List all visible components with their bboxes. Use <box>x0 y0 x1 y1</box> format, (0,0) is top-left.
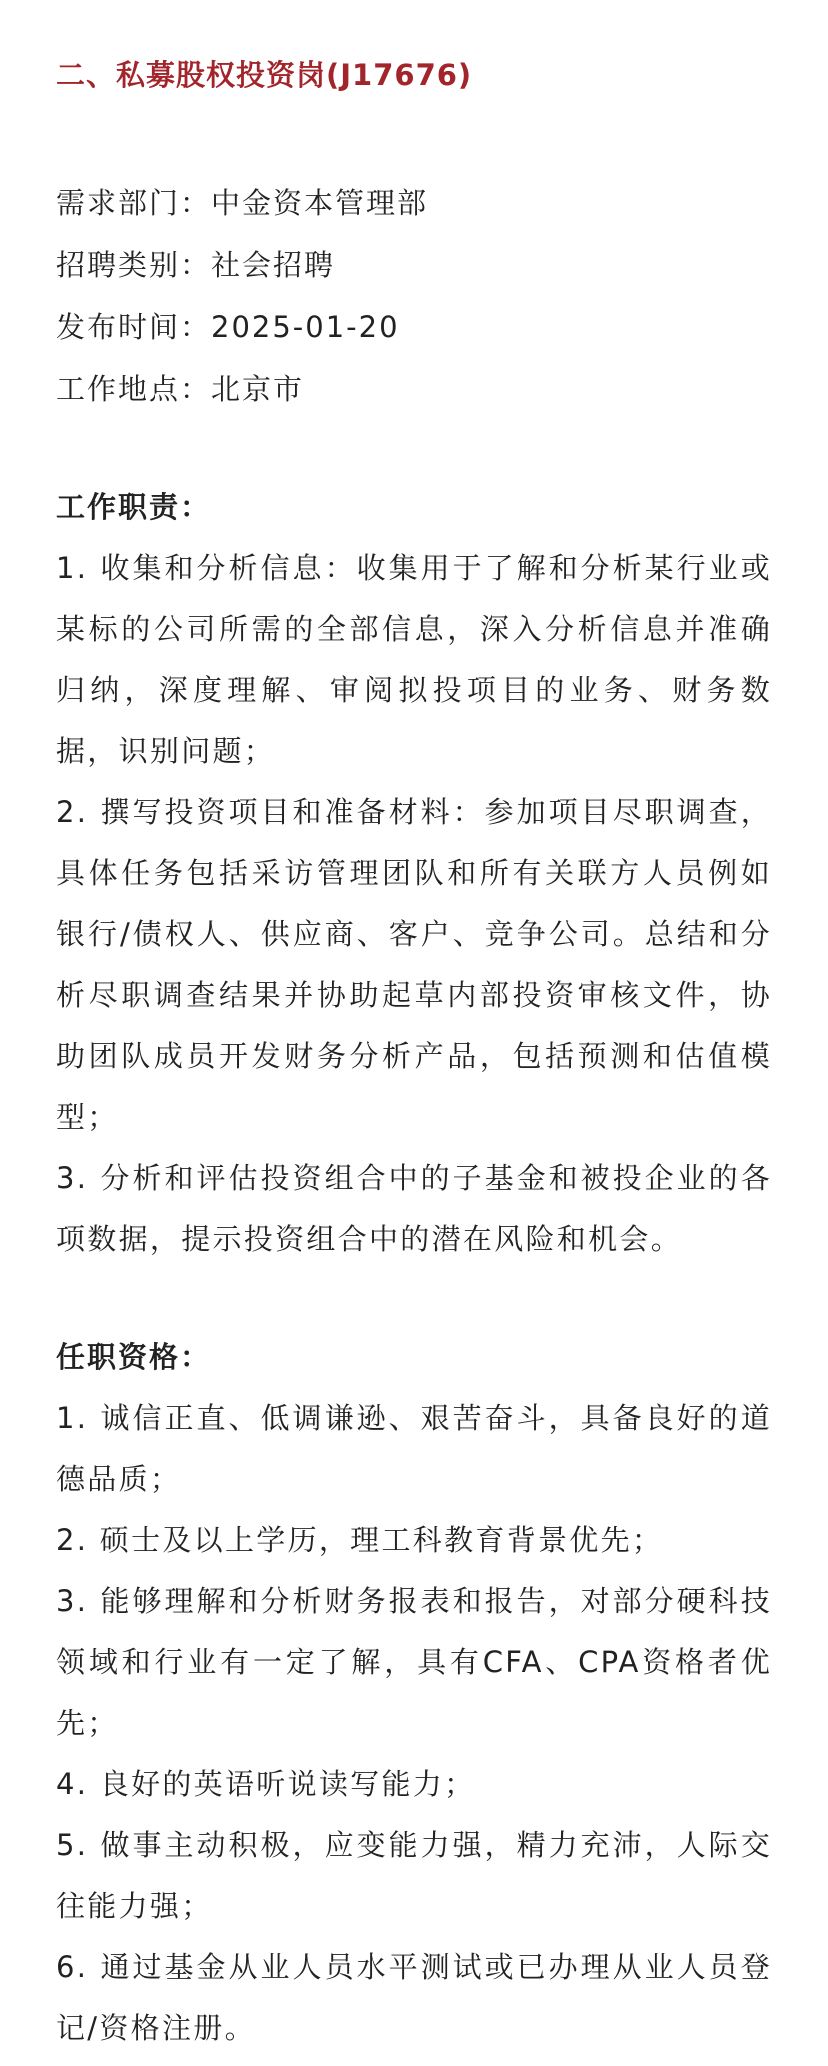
location-row: 工作地点：北京市 <box>56 372 305 406</box>
publish-date-row: 发布时间：2025-01-20 <box>56 310 400 344</box>
department-row: 需求部门：中金资本管理部 <box>56 186 429 220</box>
duties-list <box>56 538 772 1270</box>
qualification-item: 4. 良好的英语听说读写能力； <box>56 1767 476 1801</box>
qualifications-heading: 任职资格： <box>56 1340 212 1374</box>
duty-item: 2. 撰写投资项目和准备材料：参加项目尽职调查，具体任务包括采访管理团队和所有关联方人员例如银行/债权人、供应商、客户、竞争公司。总结和分析尽职调查结果并协助起草内部投资审核文件，协助团队成员开发财务分析产品，包括预测和估值模型； <box>56 795 772 1134</box>
qualifications-list <box>56 1388 772 2059</box>
job-title: 二、私募股权投资岗(J17676) <box>56 58 473 92</box>
qualification-item: 6. 通过基金从业人员水平测试或已办理从业人员登记/资格注册。 <box>56 1950 772 2045</box>
qualification-item: 3. 能够理解和分析财务报表和报告，对部分硬科技领域和行业有一定了解，具有CFA、CPA资格者优先； <box>56 1584 772 1740</box>
duties-heading: 工作职责： <box>56 490 212 524</box>
qualification-item: 5. 做事主动积极，应变能力强，精力充沛，人际交往能力强； <box>56 1828 772 1923</box>
duty-item: 3. 分析和评估投资组合中的子基金和被投企业的各项数据，提示投资组合中的潜在风险和机会。 <box>56 1161 772 1256</box>
qualification-item: 1. 诚信正直、低调谦逊、艰苦奋斗，具备良好的道德品质； <box>56 1401 772 1496</box>
qualification-item: 2. 硕士及以上学历，理工科教育背景优先； <box>56 1523 664 1557</box>
job-meta <box>56 172 772 420</box>
category-row: 招聘类别：社会招聘 <box>56 248 336 282</box>
duty-item: 1. 收集和分析信息：收集用于了解和分析某行业或某标的公司所需的全部信息，深入分析信息并准确归纳，深度理解、审阅拟投项目的业务、财务数据，识别问题； <box>56 551 772 768</box>
